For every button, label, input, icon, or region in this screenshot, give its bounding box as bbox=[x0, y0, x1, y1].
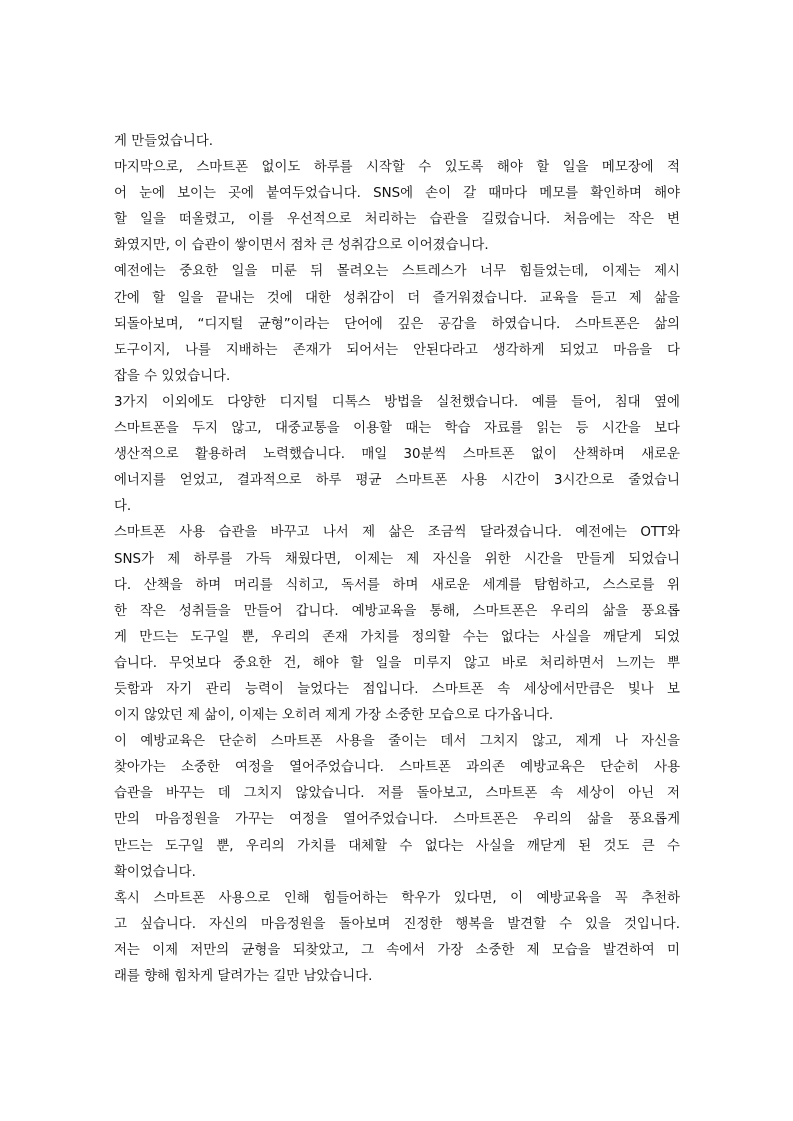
text-line: 생산적으로 활용하려 노력했습니다. 매일 30분씩 스마트폰 없이 산책하며 새로운 bbox=[114, 447, 680, 463]
text-line: 게 만드는 도구일 뿐, 우리의 존재 가치를 정의할 수는 없다는 사실을 깨닫게 되었 bbox=[114, 629, 680, 645]
text-line: 확이었습니다. bbox=[114, 864, 196, 880]
text-line: 예전에는 중요한 일을 미룬 뒤 몰려오는 스트레스가 너무 힘들었는데, 이제는 제시 bbox=[114, 264, 680, 280]
text-line: 이지 않았던 제 삶이, 이제는 오히려 제게 가장 소중한 모습으로 다가옵니다. bbox=[114, 708, 554, 724]
text-line: 습관을 바꾸는 데 그치지 않았습니다. 저를 돌아보고, 스마트폰 속 세상이 아닌 저 bbox=[114, 786, 680, 802]
text-line: 스마트폰 사용 습관을 바꾸고 나서 제 삶은 조금씩 달라졌습니다. 예전에는 OTT와 bbox=[114, 525, 680, 541]
text-line: 잡을 수 있었습니다. bbox=[114, 368, 231, 384]
text-line: 화였지만, 이 습관이 쌓이면서 점차 큰 성취감으로 이어졌습니다. bbox=[114, 238, 489, 254]
text-line: 한 작은 성취들을 만들어 갑니다. 예방교육을 통해, 스마트폰은 우리의 삶을 풍요롭 bbox=[114, 603, 680, 619]
text-line: 마지막으로, 스마트폰 없이도 하루를 시작할 수 있도록 해야 할 일을 메모장에 적 bbox=[114, 160, 680, 176]
text-line: 저는 이제 저만의 균형을 되찾았고, 그 속에서 가장 소중한 제 모습을 발견하여 미 bbox=[114, 942, 680, 958]
text-line: 에너지를 얻었고, 결과적으로 하루 평균 스마트폰 사용 시간이 3시간으로 줄었습니 bbox=[114, 473, 680, 489]
text-line: 고 싶습니다. 자신의 마음정원을 돌아보며 진정한 행복을 발견할 수 있을 것입니다. bbox=[114, 916, 680, 932]
text-line: SNS가 제 하루를 가득 채웠다면, 이제는 제 자신을 위한 시간을 만들게 되었습니 bbox=[114, 551, 680, 567]
text-line: 듯함과 자기 관리 능력이 늘었다는 점입니다. 스마트폰 속 세상에서만큼은 빛나 보 bbox=[114, 681, 680, 697]
text-line: 이 예방교육은 단순히 스마트폰 사용을 줄이는 데서 그치지 않고, 제게 나 자신을 bbox=[114, 734, 680, 750]
text-line: 도구이지, 나를 지배하는 존재가 되어서는 안된다라고 생각하게 되었고 마음을 다 bbox=[114, 342, 680, 358]
text-line: 다. 산책을 하며 머리를 식히고, 독서를 하며 새로운 세계를 탐험하고, 스스로를 위 bbox=[114, 577, 680, 593]
text-line: 할 일을 떠올렸고, 이를 우선적으로 처리하는 습관을 길렀습니다. 처음에는 작은 변 bbox=[114, 212, 680, 228]
text-line: 간에 할 일을 끝내는 것에 대한 성취감이 더 즐거워졌습니다. 교육을 듣고 제 삶을 bbox=[114, 290, 680, 306]
text-line: 스마트폰을 두지 않고, 대중교통을 이용할 때는 학습 자료를 읽는 등 시간을 보다 bbox=[114, 421, 680, 437]
text-line: 3가지 이외에도 다양한 디지털 디톡스 방법을 실천했습니다. 예를 들어, 침대 옆에 bbox=[114, 394, 680, 410]
text-line: 래를 향해 힘차게 달려가는 길만 남았습니다. bbox=[114, 969, 373, 984]
text-line: 습니다. 무엇보다 중요한 건, 해야 할 일을 미루지 않고 바로 처리하면서 느끼는 뿌 bbox=[114, 655, 680, 671]
text-line: 다. bbox=[114, 499, 132, 515]
text-line: 게 만들었습니다. bbox=[114, 134, 214, 149]
text-line: 되돌아보며, “디지털 균형”이라는 단어에 깊은 공감을 하였습니다. 스마트폰은 삶의 bbox=[114, 316, 680, 332]
text-line: 혹시 스마트폰 사용으로 인해 힘들어하는 학우가 있다면, 이 예방교육을 꼭 추천하 bbox=[114, 890, 680, 906]
text-line: 만드는 도구일 뿐, 우리의 가치를 대체할 수 없다는 사실을 깨닫게 된 것도 큰 수 bbox=[114, 838, 680, 854]
body-text bbox=[114, 129, 680, 990]
text-line: 만의 마음정원을 가꾸는 여정을 열어주었습니다. 스마트폰은 우리의 삶을 풍요롭게 bbox=[114, 812, 680, 828]
text-line: 어 눈에 보이는 곳에 붙여두었습니다. SNS에 손이 갈 때마다 메모를 확인하며 해야 bbox=[114, 186, 680, 202]
text-line: 찾아가는 소중한 여정을 열어주었습니다. 스마트폰 과의존 예방교육은 단순히 사용 bbox=[114, 760, 680, 776]
